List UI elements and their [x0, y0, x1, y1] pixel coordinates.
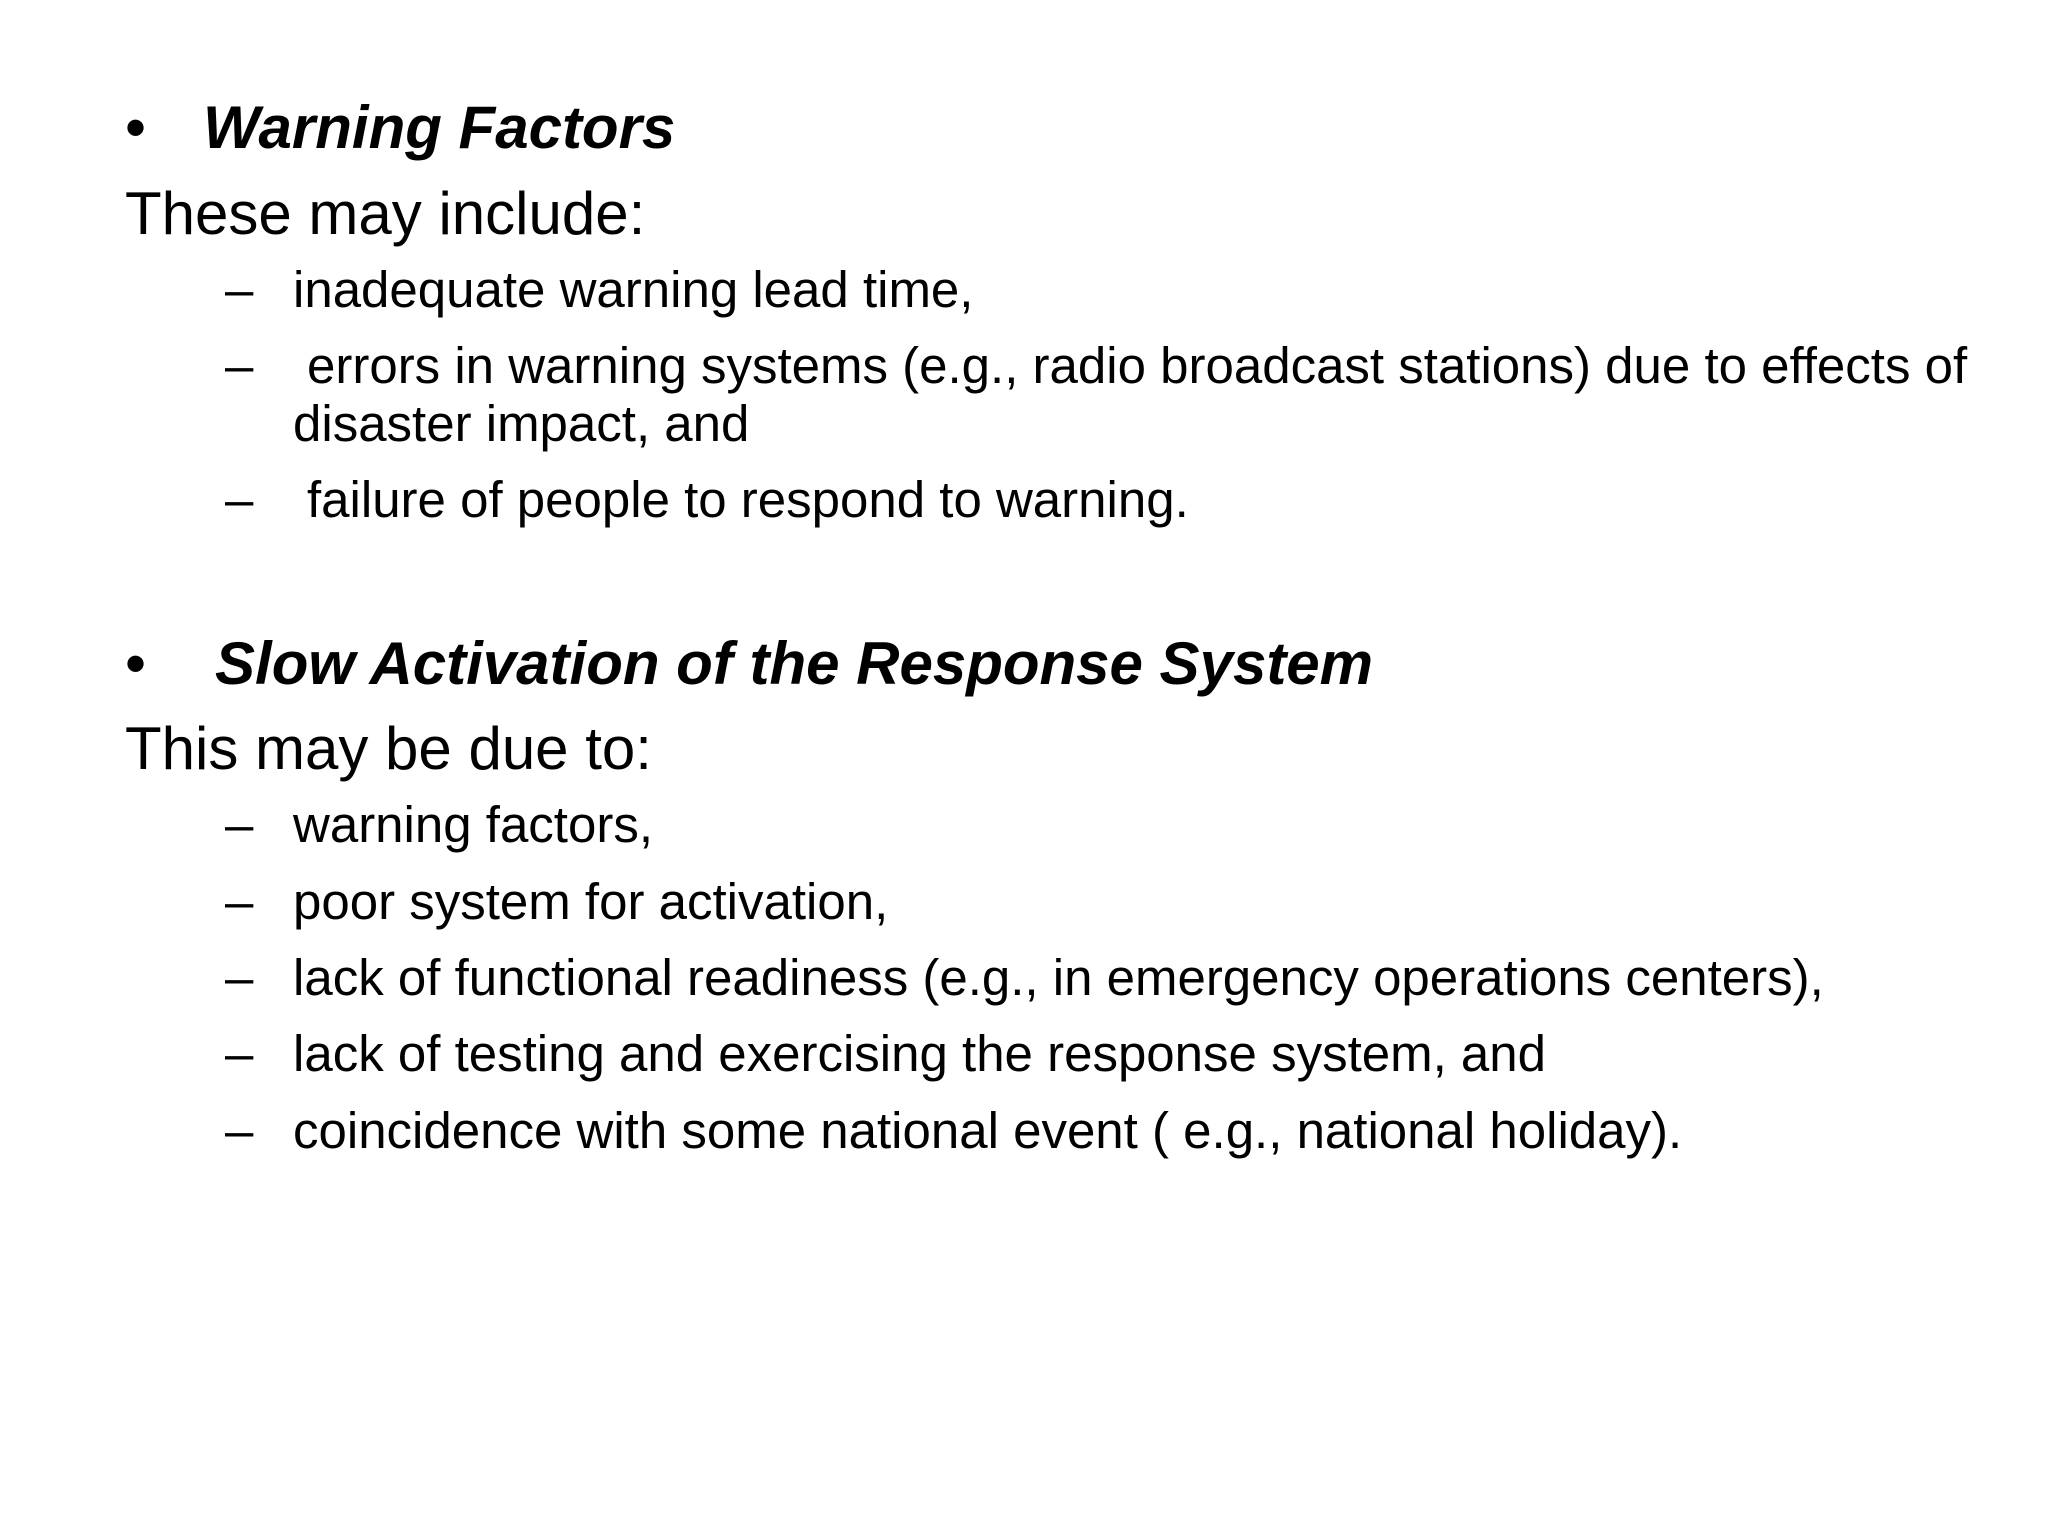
dash-icon: –: [225, 471, 254, 528]
dash-icon: –: [225, 1102, 254, 1159]
dash-icon: –: [225, 337, 254, 394]
list-item-text: lack of functional readiness (e.g., in emergency operations centers),: [293, 949, 1824, 1006]
list-item: [225, 470, 1985, 530]
list-item: [225, 337, 1985, 453]
list-item: [225, 872, 1985, 932]
intro-text-warning-factors: These may include:: [125, 180, 646, 247]
warning-factors-list: [225, 260, 1985, 547]
dash-icon: –: [225, 1025, 254, 1082]
list-item: [225, 949, 1985, 1007]
dash-icon: –: [225, 796, 254, 853]
list-item-text: errors in warning systems (e.g., radio broadcast stations) due to effects of disaster impact, and: [293, 337, 1968, 452]
section-heading-slow-activation: [125, 628, 1373, 700]
list-item: [225, 795, 1985, 855]
intro-text-slow-activation: This may be due to:: [125, 715, 652, 782]
heading-text: Slow Activation of the Response System: [215, 630, 1374, 697]
dash-icon: –: [225, 261, 254, 318]
dash-icon: –: [225, 873, 254, 930]
dash-icon: –: [225, 949, 254, 1006]
bullet-icon: •: [125, 94, 147, 161]
heading-text: Warning Factors: [203, 94, 676, 161]
list-item-text: warning factors,: [293, 796, 653, 853]
list-item: [225, 1024, 1985, 1084]
list-item-text: failure of people to respond to warning.: [307, 471, 1189, 528]
list-item: [225, 1101, 1985, 1161]
section-heading-warning-factors: [125, 92, 675, 164]
list-item-text: inadequate warning lead time,: [293, 261, 974, 318]
list-item-text: lack of testing and exercising the response system, and: [293, 1025, 1547, 1082]
bullet-icon: •: [125, 630, 147, 697]
list-item-text: coincidence with some national event ( e.g., national holiday).: [293, 1102, 1683, 1159]
list-item: [225, 260, 1985, 320]
slow-activation-list: [225, 795, 1985, 1178]
list-item-text: poor system for activation,: [293, 873, 889, 930]
